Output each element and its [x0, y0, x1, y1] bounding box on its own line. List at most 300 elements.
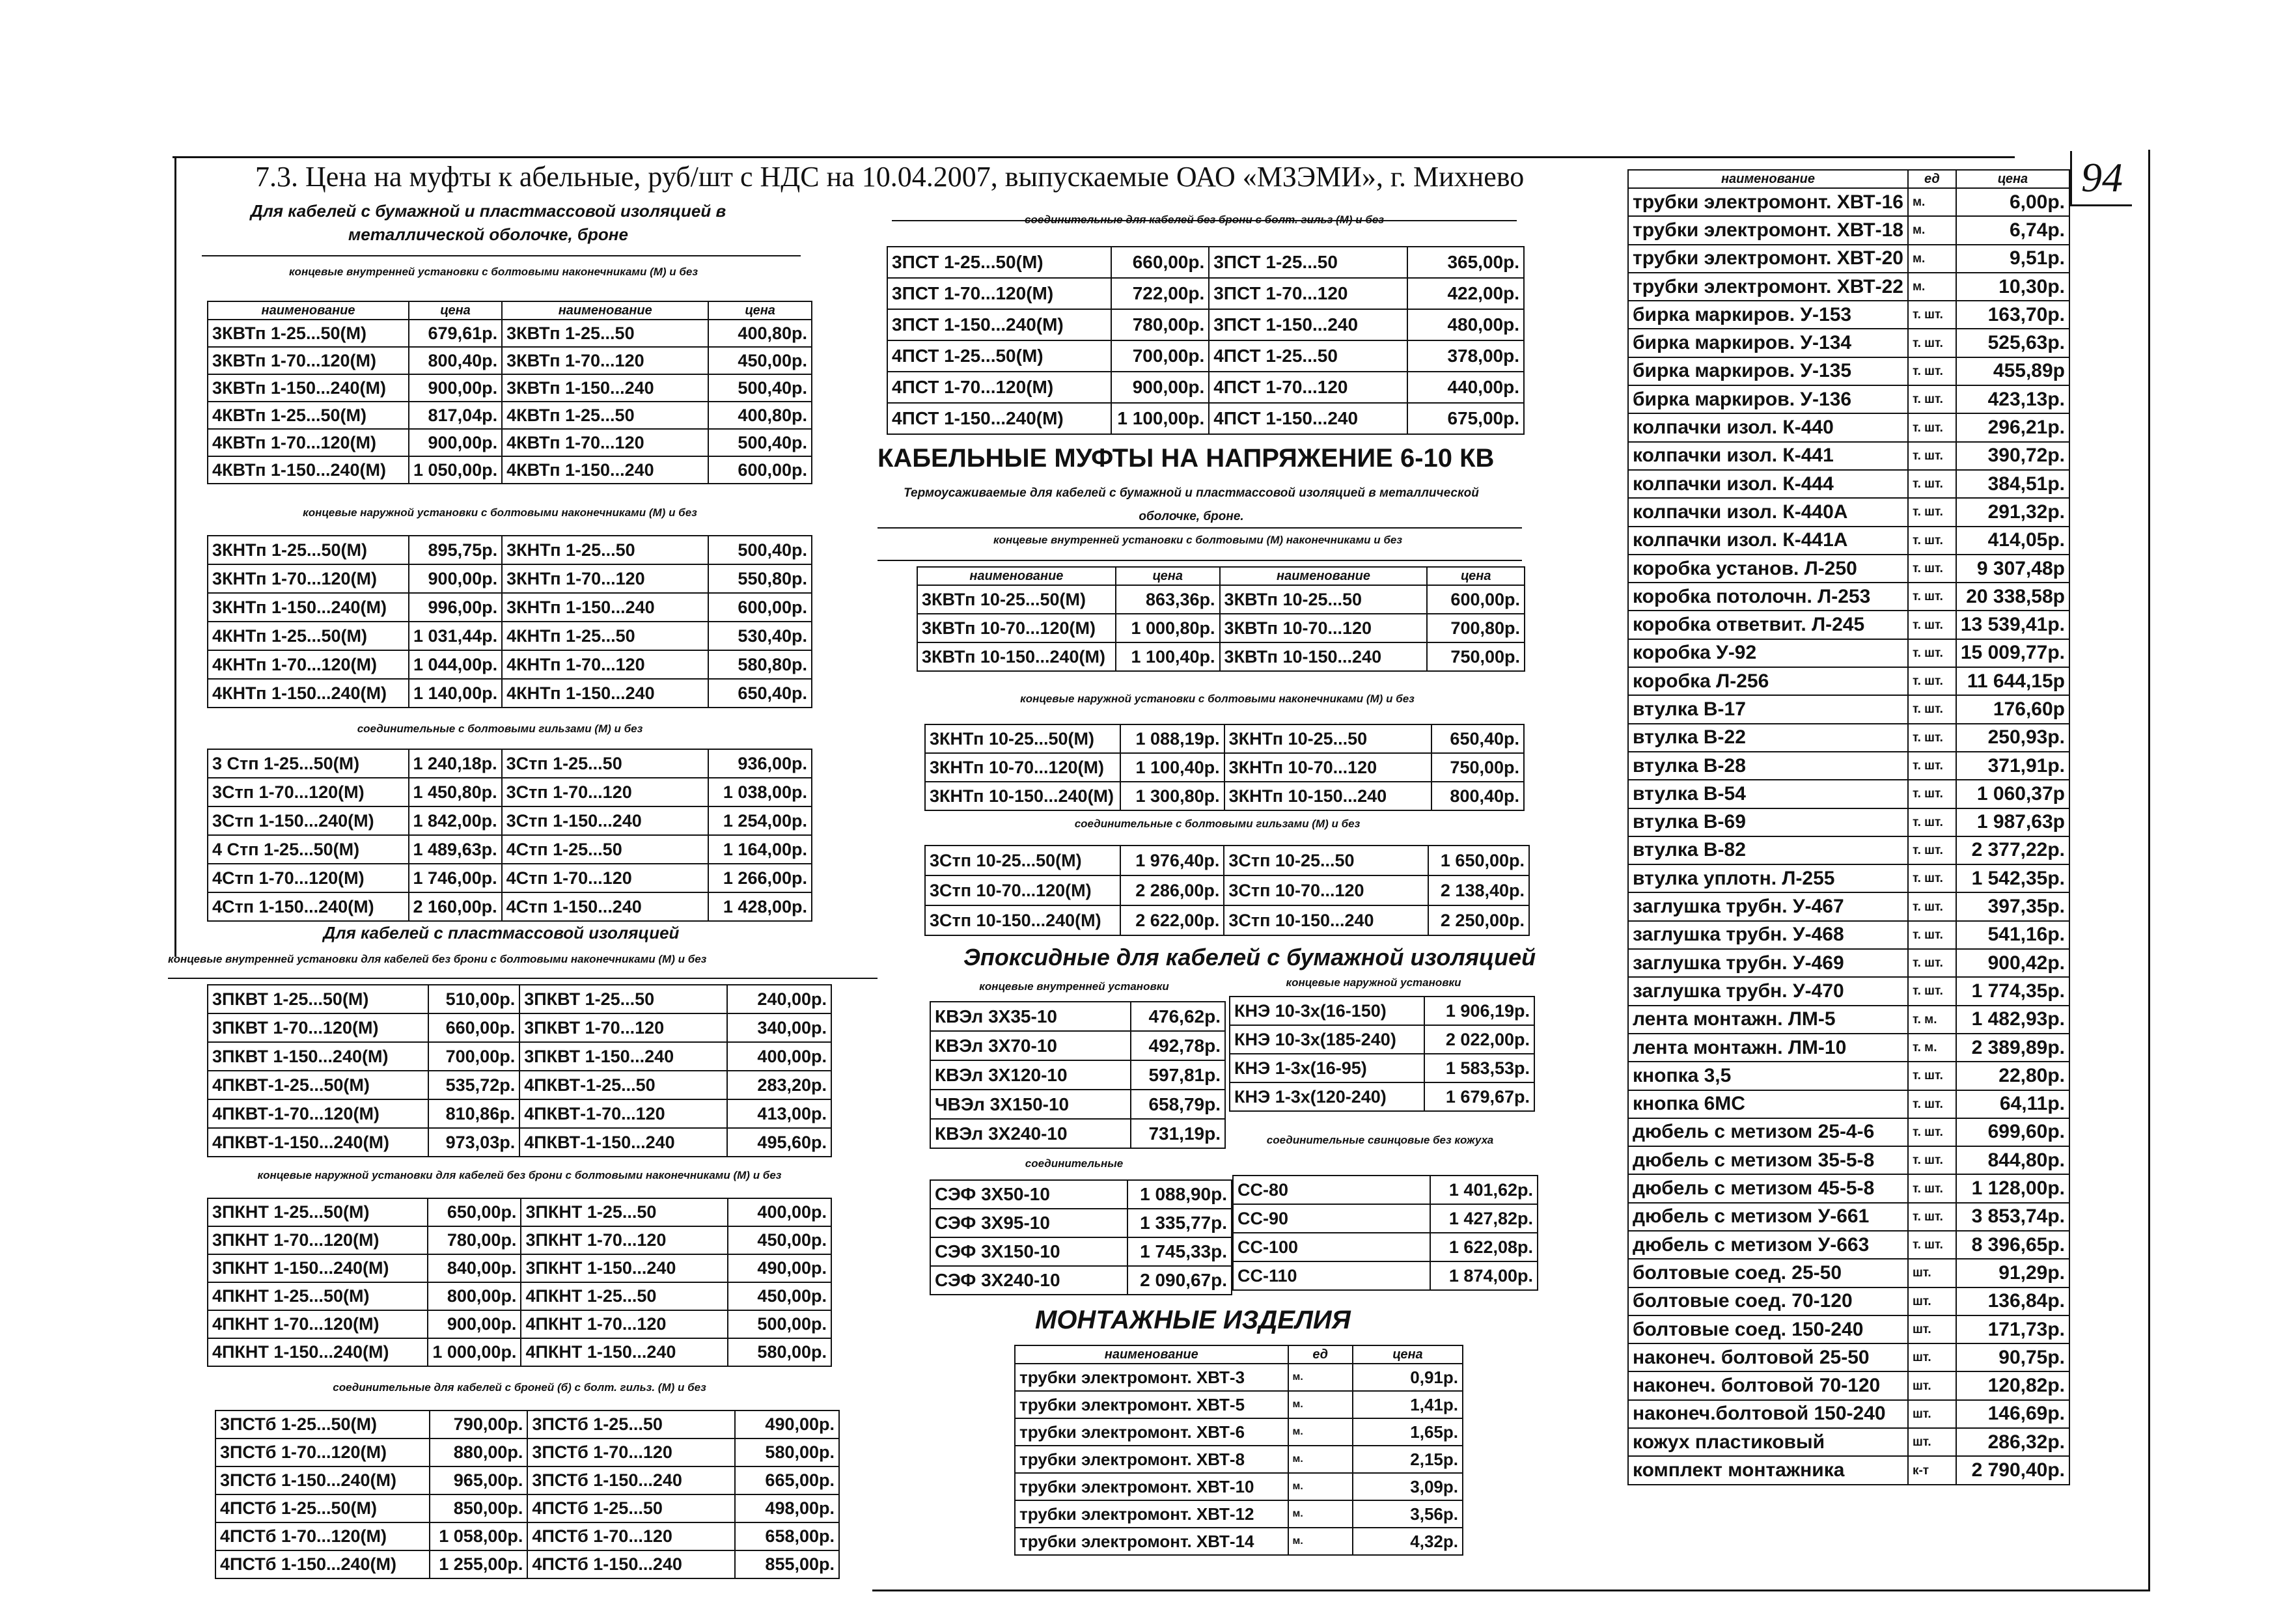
unit-cell: т. шт.: [1908, 836, 1956, 864]
table-row: [1628, 1400, 2069, 1428]
price-cell: 658,00р.: [735, 1522, 839, 1550]
table-row: [887, 340, 1524, 372]
table-row: [208, 320, 812, 347]
caption-epoxy-outdoor: концевые наружной установки: [1286, 976, 1461, 989]
product-name-cell: 4ПСТ 1-70...120(М): [887, 372, 1111, 403]
product-name-cell: колпачки изол. К-440: [1628, 413, 1908, 441]
table-row: [1628, 245, 2069, 273]
unit-cell: т. шт.: [1908, 892, 1956, 920]
col-header-unit: ед: [1288, 1345, 1353, 1364]
product-name-cell: 3Стп 10-70...120: [1224, 875, 1428, 905]
product-name-cell: СЭФ 3Х150-10: [930, 1237, 1127, 1266]
product-name-cell: 4КВТп 1-70...120: [502, 429, 708, 456]
price-cell: 2 622,00р.: [1120, 905, 1224, 935]
price-cell: 91,29р.: [1956, 1259, 2069, 1287]
price-cell: 2 090,67р.: [1127, 1266, 1232, 1295]
product-name-cell: 3ПКВТ 1-70...120: [519, 1013, 727, 1042]
unit-cell: м.: [1908, 273, 1956, 301]
price-cell: 900,42р.: [1956, 949, 2069, 977]
product-name-cell: 3Стп 10-150...240: [1224, 905, 1428, 935]
product-name-cell: СС-110: [1233, 1261, 1430, 1290]
unit-cell: шт.: [1908, 1287, 1956, 1315]
product-name-cell: СЭФ 3Х95-10: [930, 1209, 1127, 1237]
price-cell: 1 427,82р.: [1430, 1204, 1538, 1233]
price-cell: 1 088,90р.: [1127, 1180, 1232, 1209]
price-cell: 1 987,63р: [1956, 808, 2069, 836]
product-name-cell: 3КВТп 10-25...50: [1220, 585, 1428, 614]
price-cell: 600,00р.: [1427, 585, 1525, 614]
table-row: [925, 905, 1529, 935]
price-cell: 650,40р.: [708, 679, 812, 708]
table-row: [1628, 1118, 2069, 1146]
price-cell: 965,00р.: [430, 1466, 527, 1494]
price-cell: 597,81р.: [1131, 1060, 1225, 1090]
table-row: [1015, 1473, 1463, 1500]
unit-cell: шт.: [1908, 1343, 1956, 1371]
price-cell: 1 100,00р.: [1111, 403, 1209, 434]
table-row: [208, 622, 812, 650]
table-header-row: [917, 567, 1525, 585]
price-cell: 900,00р.: [409, 429, 502, 456]
price-cell: 1 300,80р.: [1120, 782, 1224, 810]
table-row: [1628, 864, 2069, 892]
price-cell: 250,93р.: [1956, 724, 2069, 752]
product-name-cell: 3КНТп 10-150...240: [1224, 782, 1432, 810]
table-row: [1628, 555, 2069, 583]
table-row: [1628, 724, 2069, 752]
subheading-heat-shrink: Термоусаживаемые для кабелей с бумажной и пластмассовой изоляцией в металлической оболочке, броне.: [904, 486, 1479, 523]
price-cell: 400,80р.: [708, 402, 812, 429]
product-name-cell: втулка В-69: [1628, 808, 1908, 836]
product-name-cell: трубки электромонт. ХВТ-14: [1015, 1528, 1288, 1555]
product-name-cell: 3 Стп 1-25...50(М): [208, 749, 409, 778]
price-cell: 2 389,89р.: [1956, 1034, 2069, 1062]
table-row: [925, 753, 1524, 782]
product-name-cell: трубки электромонт. ХВТ-18: [1628, 216, 1908, 244]
price-cell: 400,00р.: [727, 1042, 831, 1071]
product-name-cell: 4КНТп 1-25...50(М): [208, 622, 409, 650]
product-name-cell: кнопка 6МС: [1628, 1090, 1908, 1118]
price-cell: 800,40р.: [409, 347, 502, 374]
price-cell: 722,00р.: [1111, 278, 1209, 309]
product-name-cell: лента монтажн. ЛМ-5: [1628, 1006, 1908, 1034]
price-cell: 600,00р.: [708, 456, 812, 484]
product-name-cell: трубки электромонт. ХВТ-3: [1015, 1364, 1288, 1391]
unit-cell: т. шт.: [1908, 527, 1956, 555]
table-row: [1628, 1231, 2069, 1259]
unit-cell: м.: [1908, 188, 1956, 216]
product-name-cell: болтовые соед. 25-50: [1628, 1259, 1908, 1287]
price-cell: 936,00р.: [708, 749, 812, 778]
table-row: [208, 1226, 831, 1254]
product-name-cell: 3ПСТб 1-25...50(М): [215, 1411, 430, 1438]
price-cell: 1 255,00р.: [430, 1550, 527, 1578]
product-name-cell: трубки электромонт. ХВТ-16: [1628, 188, 1908, 216]
price-cell: 580,80р.: [708, 650, 812, 679]
table-row: [208, 456, 812, 484]
rule: [878, 560, 1522, 561]
product-name-cell: 4ПКВТ-1-150...240(М): [208, 1128, 428, 1157]
price-table-joints: [207, 749, 812, 922]
unit-cell: т. шт.: [1908, 1231, 1956, 1259]
price-cell: 2 250,00р.: [1428, 905, 1529, 935]
product-name-cell: 3КВТп 1-25...50(М): [208, 320, 409, 347]
price-cell: 1 679,67р.: [1424, 1082, 1534, 1111]
price-cell: 1 583,53р.: [1424, 1054, 1534, 1082]
product-name-cell: трубки электромонт. ХВТ-6: [1015, 1418, 1288, 1446]
price-cell: 1 976,40р.: [1120, 846, 1224, 875]
unit-cell: т. шт.: [1908, 667, 1956, 695]
table-row: [1628, 1062, 2069, 1090]
unit-cell: т. шт.: [1908, 1174, 1956, 1202]
table-row: [1628, 527, 2069, 555]
table-row: [1628, 583, 2069, 611]
price-cell: 397,35р.: [1956, 892, 2069, 920]
price-table-mounting-items-1: [1014, 1345, 1463, 1556]
price-cell: 2 022,00р.: [1424, 1025, 1534, 1054]
price-cell: 1 266,00р.: [708, 864, 812, 892]
caption-plastic-outdoor: концевые наружной установки для кабелей без брони с болтовыми наконечниками (М) и без: [257, 1169, 782, 1181]
table-row: [1230, 1025, 1534, 1054]
table-row: [1015, 1391, 1463, 1418]
product-name-cell: 3Стп 1-70...120: [502, 778, 708, 806]
product-name-cell: 3КНТп 10-150...240(М): [925, 782, 1120, 810]
price-cell: 384,51р.: [1956, 470, 2069, 498]
frame-top-line: [173, 156, 2015, 158]
table-row: [1628, 1343, 2069, 1371]
table-row: [1628, 1315, 2069, 1343]
product-name-cell: колпачки изол. К-444: [1628, 470, 1908, 498]
table-row: [208, 1099, 831, 1128]
unit-cell: м.: [1288, 1418, 1353, 1446]
unit-cell: м.: [1288, 1364, 1353, 1391]
table-row: [208, 564, 812, 593]
table-row: [1628, 470, 2069, 498]
product-name-cell: 3ПСТб 1-70...120: [527, 1438, 735, 1466]
price-cell: 1 100,40р.: [1116, 642, 1220, 671]
price-cell: 500,40р.: [708, 429, 812, 456]
product-name-cell: трубки электромонт. ХВТ-10: [1015, 1473, 1288, 1500]
product-name-cell: 3ПКВТ 1-150...240(М): [208, 1042, 428, 1071]
col-header-price: цена: [1116, 567, 1220, 585]
product-name-cell: 3КНТп 1-70...120: [502, 564, 708, 593]
unit-cell: м.: [1288, 1500, 1353, 1528]
product-name-cell: КВЭл 3Х70-10: [930, 1031, 1131, 1060]
product-name-cell: колпачки изол. К-440А: [1628, 498, 1908, 526]
price-cell: 1 044,00р.: [409, 650, 502, 679]
table-row: [208, 1310, 831, 1338]
col-header-name: наименование: [917, 567, 1116, 585]
price-cell: 1 906,19р.: [1424, 997, 1534, 1025]
product-name-cell: 4ПКВТ-1-70...120(М): [208, 1099, 428, 1128]
product-name-cell: бирка маркиров. У-134: [1628, 329, 1908, 357]
product-name-cell: заглушка трубн. У-470: [1628, 977, 1908, 1005]
unit-cell: т. шт.: [1908, 1062, 1956, 1090]
price-cell: 400,80р.: [708, 320, 812, 347]
price-table-outdoor-terminations: [207, 535, 812, 708]
unit-cell: шт.: [1908, 1428, 1956, 1456]
caption-plastic-indoor: концевые внутренней установки для кабелей без брони с болтовыми наконечниками (М) и без: [168, 953, 707, 965]
price-cell: 679,61р.: [409, 320, 502, 347]
table-row: [1628, 921, 2069, 949]
product-name-cell: 3ПСТ 1-25...50(М): [887, 247, 1111, 278]
unit-cell: т. шт.: [1908, 864, 1956, 892]
product-name-cell: 4 Стп 1-25...50(М): [208, 835, 409, 864]
table-row: [930, 1237, 1232, 1266]
table-row: [208, 892, 812, 921]
caption-epoxy-indoor: концевые внутренней установки: [979, 980, 1169, 993]
price-cell: 1 874,00р.: [1430, 1261, 1538, 1290]
product-name-cell: заглушка трубн. У-468: [1628, 921, 1908, 949]
unit-cell: т. шт.: [1908, 1118, 1956, 1146]
product-name-cell: втулка В-82: [1628, 836, 1908, 864]
unit-cell: т. шт.: [1908, 949, 1956, 977]
price-cell: 973,03р.: [428, 1128, 519, 1157]
product-name-cell: 3ПСТ 1-70...120(М): [887, 278, 1111, 309]
table-row: [1230, 997, 1534, 1025]
price-cell: 1,41р.: [1353, 1391, 1463, 1418]
price-cell: 480,00р.: [1407, 309, 1524, 340]
price-cell: 450,00р.: [728, 1282, 831, 1310]
product-name-cell: 4ПКВТ-1-25...50: [519, 1071, 727, 1099]
price-cell: 13 539,41р.: [1956, 611, 2069, 639]
price-cell: 500,00р.: [728, 1310, 831, 1338]
table-row: [215, 1494, 839, 1522]
price-cell: 550,80р.: [708, 564, 812, 593]
page-title: 7.3. Цена на муфты к абельные, руб/шт с НДС на 10.04.2007, выпускаемые ОАО «МЗЭМИ», г. Михнево: [255, 161, 1525, 193]
product-name-cell: СС-80: [1233, 1176, 1430, 1204]
product-name-cell: кожух пластиковый: [1628, 1428, 1908, 1456]
table-row: [930, 1209, 1232, 1237]
caption-epoxy-joints: соединительные: [1025, 1157, 1124, 1170]
price-cell: 1 489,63р.: [409, 835, 502, 864]
product-name-cell: 4ПКНТ 1-70...120: [521, 1310, 728, 1338]
price-table-cc-joints: [1232, 1175, 1538, 1291]
product-name-cell: 3ПКНТ 1-70...120: [521, 1226, 728, 1254]
col-header-name: наименование: [502, 301, 708, 320]
product-name-cell: коробка Л-256: [1628, 667, 1908, 695]
price-cell: 996,00р.: [409, 593, 502, 622]
price-cell: 476,62р.: [1131, 1002, 1225, 1031]
unit-cell: т. шт.: [1908, 442, 1956, 470]
product-name-cell: СЭФ 3Х50-10: [930, 1180, 1127, 1209]
product-name-cell: 3КВТп 10-25...50(М): [917, 585, 1116, 614]
product-name-cell: 4КВТп 1-150...240(М): [208, 456, 409, 484]
table-row: [208, 679, 812, 708]
price-cell: 1 128,00р.: [1956, 1174, 2069, 1202]
price-cell: 440,00р.: [1407, 372, 1524, 403]
product-name-cell: 3Стп 10-70...120(М): [925, 875, 1120, 905]
product-name-cell: бирка маркиров. У-136: [1628, 385, 1908, 413]
price-cell: 1 140,00р.: [409, 679, 502, 708]
caption-indoor-terminations: концевые внутренней установки с болтовыми наконечниками (М) и без: [288, 266, 698, 278]
product-name-cell: 3ПКВТ 1-150...240: [519, 1042, 727, 1071]
product-name-cell: 4ПКНТ 1-150...240: [521, 1338, 728, 1366]
product-name-cell: трубки электромонт. ХВТ-8: [1015, 1446, 1288, 1473]
price-cell: 700,80р.: [1427, 614, 1525, 642]
product-name-cell: 4ПСТ 1-150...240(М): [887, 403, 1111, 434]
page-number: 94: [2070, 151, 2132, 206]
table-row: [208, 374, 812, 402]
price-cell: 660,00р.: [428, 1013, 519, 1042]
table-row: [1015, 1446, 1463, 1473]
table-row: [1628, 188, 2069, 216]
unit-cell: т. шт.: [1908, 808, 1956, 836]
product-name-cell: 3КВТп 1-70...120(М): [208, 347, 409, 374]
price-cell: 283,20р.: [727, 1071, 831, 1099]
col-header-name: наименование: [1628, 170, 1908, 188]
product-name-cell: КВЭл 3Х35-10: [930, 1002, 1131, 1031]
table-row: [917, 614, 1525, 642]
table-row: [1233, 1176, 1538, 1204]
price-cell: 855,00р.: [735, 1550, 839, 1578]
caption-joints: соединительные с болтовыми гильзами (М) и без: [357, 723, 643, 735]
product-name-cell: заглушка трубн. У-469: [1628, 949, 1908, 977]
table-row: [1015, 1500, 1463, 1528]
price-cell: 658,79р.: [1131, 1090, 1225, 1119]
product-name-cell: дюбель с метизом 25-4-6: [1628, 1118, 1908, 1146]
product-name-cell: 3КНТп 10-70...120: [1224, 753, 1432, 782]
table-row: [887, 247, 1524, 278]
product-name-cell: 3Стп 1-150...240(М): [208, 806, 409, 835]
product-name-cell: ЧВЭл 3Х150-10: [930, 1090, 1131, 1119]
table-row: [1628, 808, 2069, 836]
product-name-cell: 3ПСТ 1-150...240(М): [887, 309, 1111, 340]
price-cell: 1 254,00р.: [708, 806, 812, 835]
product-name-cell: трубки электромонт. ХВТ-20: [1628, 245, 1908, 273]
table-row: [208, 806, 812, 835]
price-cell: 1 542,35р.: [1956, 864, 2069, 892]
product-name-cell: КНЭ 1-3х(16-95): [1230, 1054, 1424, 1082]
price-cell: 495,60р.: [727, 1128, 831, 1157]
price-cell: 10,30р.: [1956, 273, 2069, 301]
table-row: [1233, 1204, 1538, 1233]
price-cell: 490,00р.: [728, 1254, 831, 1282]
price-cell: 2,15р.: [1353, 1446, 1463, 1473]
unit-cell: т. м.: [1908, 1034, 1956, 1062]
price-cell: 750,00р.: [1427, 642, 1525, 671]
price-cell: 240,00р.: [727, 985, 831, 1013]
price-cell: 4,32р.: [1353, 1528, 1463, 1555]
table-row: [208, 1282, 831, 1310]
price-cell: 2 790,40р.: [1956, 1456, 2069, 1484]
product-name-cell: заглушка трубн. У-467: [1628, 892, 1908, 920]
price-cell: 450,00р.: [728, 1226, 831, 1254]
price-cell: 498,00р.: [735, 1494, 839, 1522]
product-name-cell: 3КВТп 1-150...240: [502, 374, 708, 402]
table-row: [208, 1254, 831, 1282]
unit-cell: т. шт.: [1908, 921, 1956, 949]
table-row: [1628, 1371, 2069, 1399]
table-row: [1230, 1054, 1534, 1082]
section-heading-epoxy: Эпоксидные для кабелей с бумажной изоляцией: [963, 944, 1536, 970]
unit-cell: т. шт.: [1908, 470, 1956, 498]
price-cell: 700,00р.: [428, 1042, 519, 1071]
table-row: [930, 1119, 1225, 1148]
product-name-cell: 3ПСТ 1-25...50: [1209, 247, 1407, 278]
table-row: [1628, 413, 2069, 441]
price-cell: 291,32р.: [1956, 498, 2069, 526]
table-row: [887, 372, 1524, 403]
unit-cell: т. шт.: [1908, 413, 1956, 441]
table-row: [208, 1042, 831, 1071]
price-cell: 8 396,65р.: [1956, 1231, 2069, 1259]
product-name-cell: КНЭ 1-3х(120-240): [1230, 1082, 1424, 1111]
product-name-cell: наконеч. болтовой 70-120: [1628, 1371, 1908, 1399]
unit-cell: т. шт.: [1908, 1203, 1956, 1231]
unit-cell: м.: [1908, 216, 1956, 244]
product-name-cell: 3ПКНТ 1-70...120(М): [208, 1226, 428, 1254]
rule: [202, 255, 801, 256]
table-row: [887, 403, 1524, 434]
product-name-cell: 4ПКНТ 1-150...240(М): [208, 1338, 428, 1366]
product-name-cell: 3Стп 1-150...240: [502, 806, 708, 835]
price-cell: 780,00р.: [1111, 309, 1209, 340]
price-table-plastic-outdoor: [207, 1198, 832, 1367]
caption-outdoor-6-10kv: концевые наружной установки с болтовыми наконечниками (М) и без: [1020, 693, 1415, 705]
price-cell: 414,05р.: [1956, 527, 2069, 555]
product-name-cell: 3КНТп 1-25...50: [502, 536, 708, 564]
product-name-cell: 3КНТп 1-150...240: [502, 593, 708, 622]
product-name-cell: 4ПКНТ 1-25...50(М): [208, 1282, 428, 1310]
unit-cell: т. шт.: [1908, 329, 1956, 357]
product-name-cell: 3ПСТ 1-70...120: [1209, 278, 1407, 309]
price-cell: 600,00р.: [708, 593, 812, 622]
product-name-cell: 3ПКВТ 1-25...50: [519, 985, 727, 1013]
table-row: [1628, 780, 2069, 808]
product-name-cell: СЭФ 3Х240-10: [930, 1266, 1127, 1295]
product-name-cell: 3ПКВТ 1-25...50(М): [208, 985, 428, 1013]
price-cell: 90,75р.: [1956, 1343, 2069, 1371]
table-row: [1628, 949, 2069, 977]
price-cell: 64,11р.: [1956, 1090, 2069, 1118]
price-cell: 2 160,00р.: [409, 892, 502, 921]
table-row: [930, 1031, 1225, 1060]
price-cell: 6,00р.: [1956, 188, 2069, 216]
price-cell: 1 050,00р.: [409, 456, 502, 484]
price-cell: 1,65р.: [1353, 1418, 1463, 1446]
product-name-cell: 4ПКВТ-1-25...50(М): [208, 1071, 428, 1099]
price-cell: 3,09р.: [1353, 1473, 1463, 1500]
product-name-cell: наконеч.болтовой 150-240: [1628, 1400, 1908, 1428]
product-name-cell: СС-90: [1233, 1204, 1430, 1233]
price-cell: 365,00р.: [1407, 247, 1524, 278]
price-cell: 15 009,77р.: [1956, 639, 2069, 667]
table-row: [215, 1438, 839, 1466]
product-name-cell: 4Стп 1-25...50: [502, 835, 708, 864]
price-cell: 900,00р.: [409, 374, 502, 402]
price-cell: 490,00р.: [735, 1411, 839, 1438]
price-cell: 1 000,80р.: [1116, 614, 1220, 642]
price-cell: 1 031,44р.: [409, 622, 502, 650]
price-cell: 525,63р.: [1956, 329, 2069, 357]
table-row: [1233, 1233, 1538, 1261]
price-cell: 817,04р.: [409, 402, 502, 429]
product-name-cell: 3КВТп 10-150...240: [1220, 642, 1428, 671]
table-row: [1230, 1082, 1534, 1111]
price-cell: 750,00р.: [1431, 753, 1524, 782]
product-name-cell: 3ПКНТ 1-25...50: [521, 1198, 728, 1226]
table-row: [215, 1522, 839, 1550]
price-cell: 900,00р.: [1111, 372, 1209, 403]
col-header-price: цена: [708, 301, 812, 320]
product-name-cell: 4ПКВТ-1-70...120: [519, 1099, 727, 1128]
unit-cell: т. шт.: [1908, 611, 1956, 639]
price-cell: 650,00р.: [428, 1198, 521, 1226]
section-heading-paper-insulation: Для кабелей с бумажной и пластмассовой изоляцией в металлической оболочке, броне: [250, 201, 726, 244]
product-name-cell: 3КНТп 10-25...50: [1224, 724, 1432, 753]
price-cell: 844,80р.: [1956, 1146, 2069, 1174]
